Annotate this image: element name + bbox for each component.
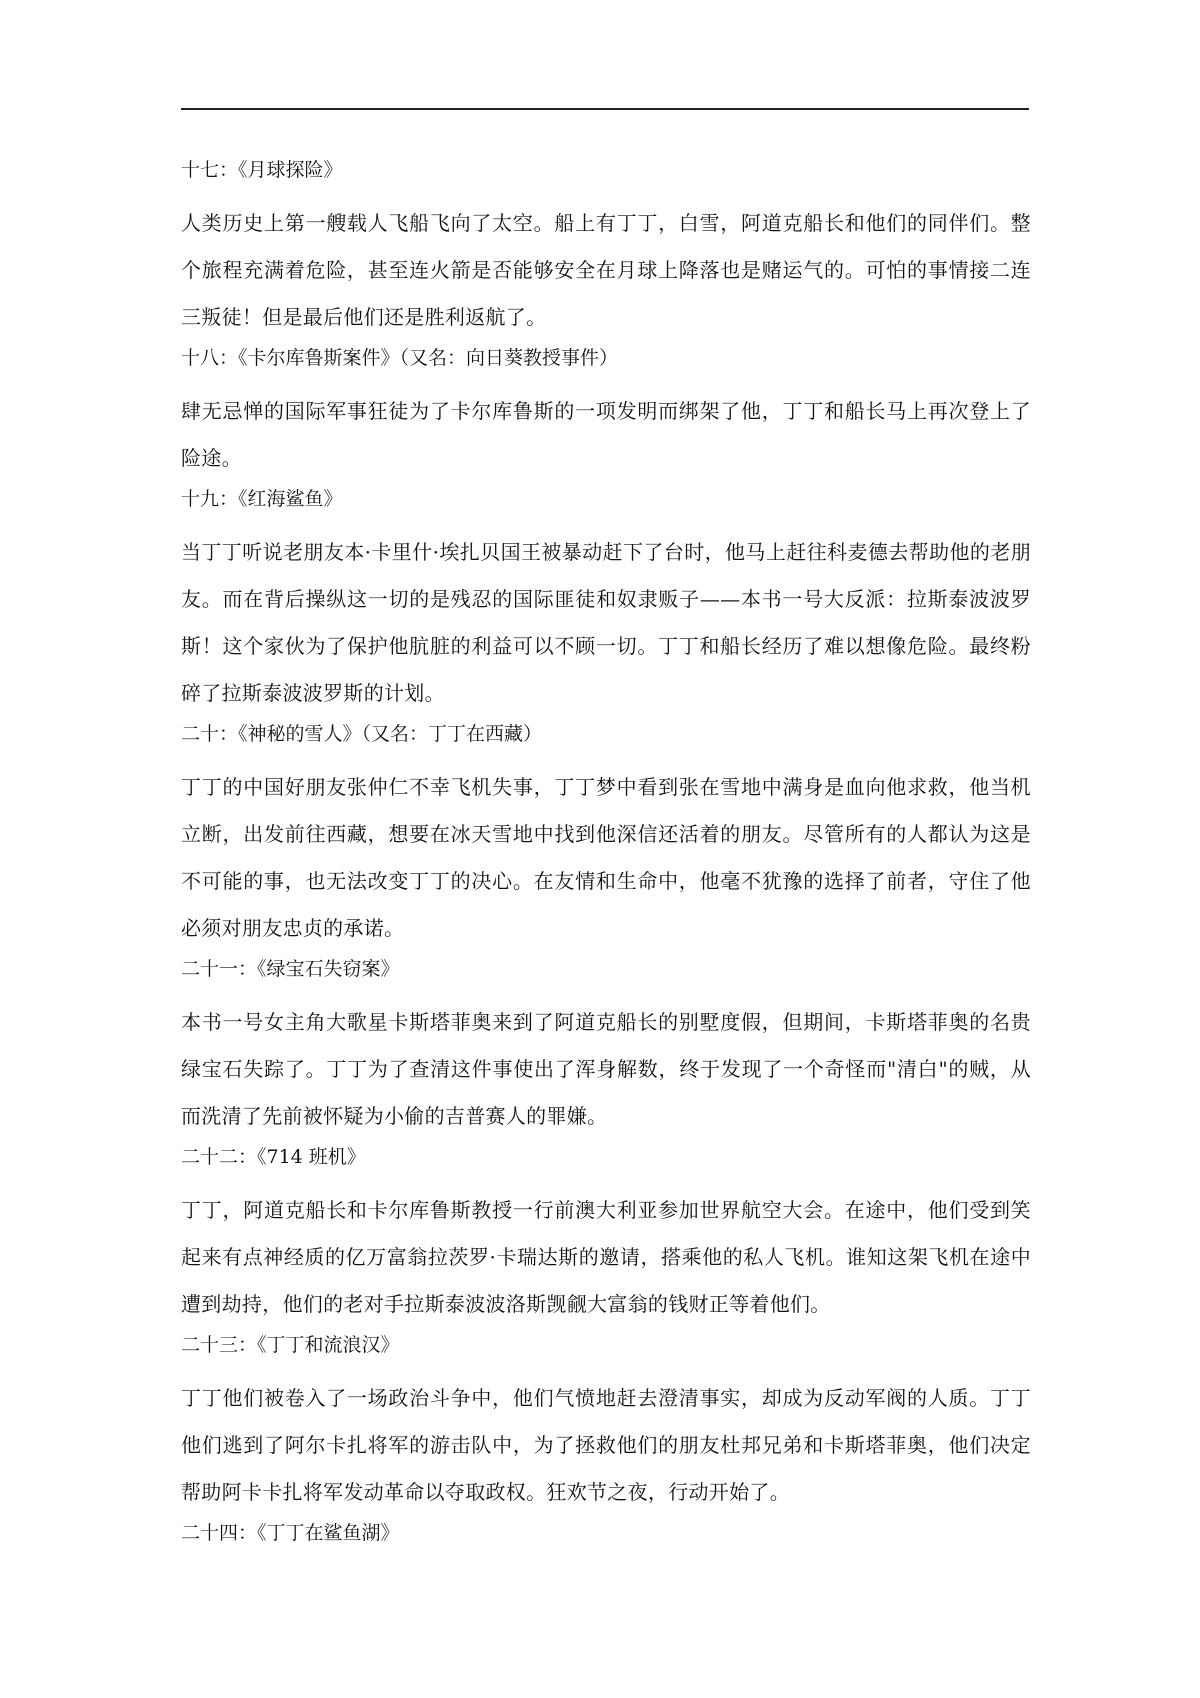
header-rule	[181, 108, 1029, 110]
section-paragraph-20: 丁丁的中国好朋友张仲仁不幸飞机失事，丁丁梦中看到张在雪地中满身是血向他求救，他当机立断，出发前往西藏，想要在冰天雪地中找到他深信还活着的朋友。尽管所有的人都认为这是不可能的事，也无法改变丁丁的决心。在友情和生命中，他毫不犹豫的选择了前者，守住了他必须对朋友忠贞的承诺。	[181, 775, 1031, 940]
section-heading-19: 十九：《红海鲨鱼》	[181, 488, 343, 510]
section-paragraph-22: 丁丁，阿道克船长和卡尔库鲁斯教授一行前澳大利亚参加世界航空大会。在途中，他们受到笑起来有点神经质的亿万富翁拉茨罗·卡瑞达斯的邀请，搭乘他的私人飞机。谁知这架飞机在途中遭到劫持，他们的老对手拉斯泰波波洛斯觊觎大富翁的钱财正等着他们。	[181, 1198, 1031, 1316]
section-paragraph-19: 当丁丁听说老朋友本·卡里什·埃扎贝国王被暴动赶下了台时，他马上赶往科麦德去帮助他的老朋友。而在背后操纵这一切的是残忍的国际匪徒和奴隶贩子——本书一号大反派：拉斯泰波波罗斯！这个家伙为了保护他肮脏的利益可以不顾一切。丁丁和船长经历了难以想像危险。最终粉碎了拉斯泰波波罗斯的计划。	[181, 540, 1031, 705]
section-heading-21: 二十一：《绿宝石失窃案》	[181, 958, 400, 980]
section-paragraph-21: 本书一号女主角大歌星卡斯塔菲奥来到了阿道克船长的别墅度假，但期间，卡斯塔菲奥的名贵绿宝石失踪了。丁丁为了查清这件事使出了浑身解数，终于发现了一个奇怪而"清白"的贼，从而洗清了先前被怀疑为小偷的吉普赛人的罪嫌。	[181, 1010, 1031, 1128]
section-heading-20: 二十：《神秘的雪人》（又名：丁丁在西藏）	[181, 723, 543, 745]
section-heading-17: 十七：《月球探险》	[181, 159, 343, 181]
section-heading-24: 二十四：《丁丁在鲨鱼湖》	[181, 1522, 400, 1544]
section-paragraph-18: 肆无忌惮的国际军事狂徒为了卡尔库鲁斯的一项发明而绑架了他，丁丁和船长马上再次登上了险途。	[181, 399, 1031, 470]
section-heading-23: 二十三：《丁丁和流浪汉》	[181, 1334, 400, 1356]
section-paragraph-23: 丁丁他们被卷入了一场政治斗争中，他们气愤地赶去澄清事实，却成为反动军阀的人质。丁丁他们逃到了阿尔卡扎将军的游击队中，为了拯救他们的朋友杜邦兄弟和卡斯塔菲奥，他们决定帮助阿卡卡扎将军发动革命以夺取政权。狂欢节之夜，行动开始了。	[181, 1386, 1031, 1504]
section-paragraph-17: 人类历史上第一艘载人飞船飞向了太空。船上有丁丁，白雪，阿道克船长和他们的同伴们。整个旅程充满着危险，甚至连火箭是否能够安全在月球上降落也是赌运气的。可怕的事情接二连三叛徒！但是最后他们还是胜利返航了。	[181, 211, 1031, 329]
section-heading-22: 二十二：《714 班机》	[181, 1146, 366, 1168]
section-heading-18: 十八：《卡尔库鲁斯案件》（又名：向日葵教授事件）	[181, 347, 619, 369]
document-body	[181, 153, 1031, 1563]
